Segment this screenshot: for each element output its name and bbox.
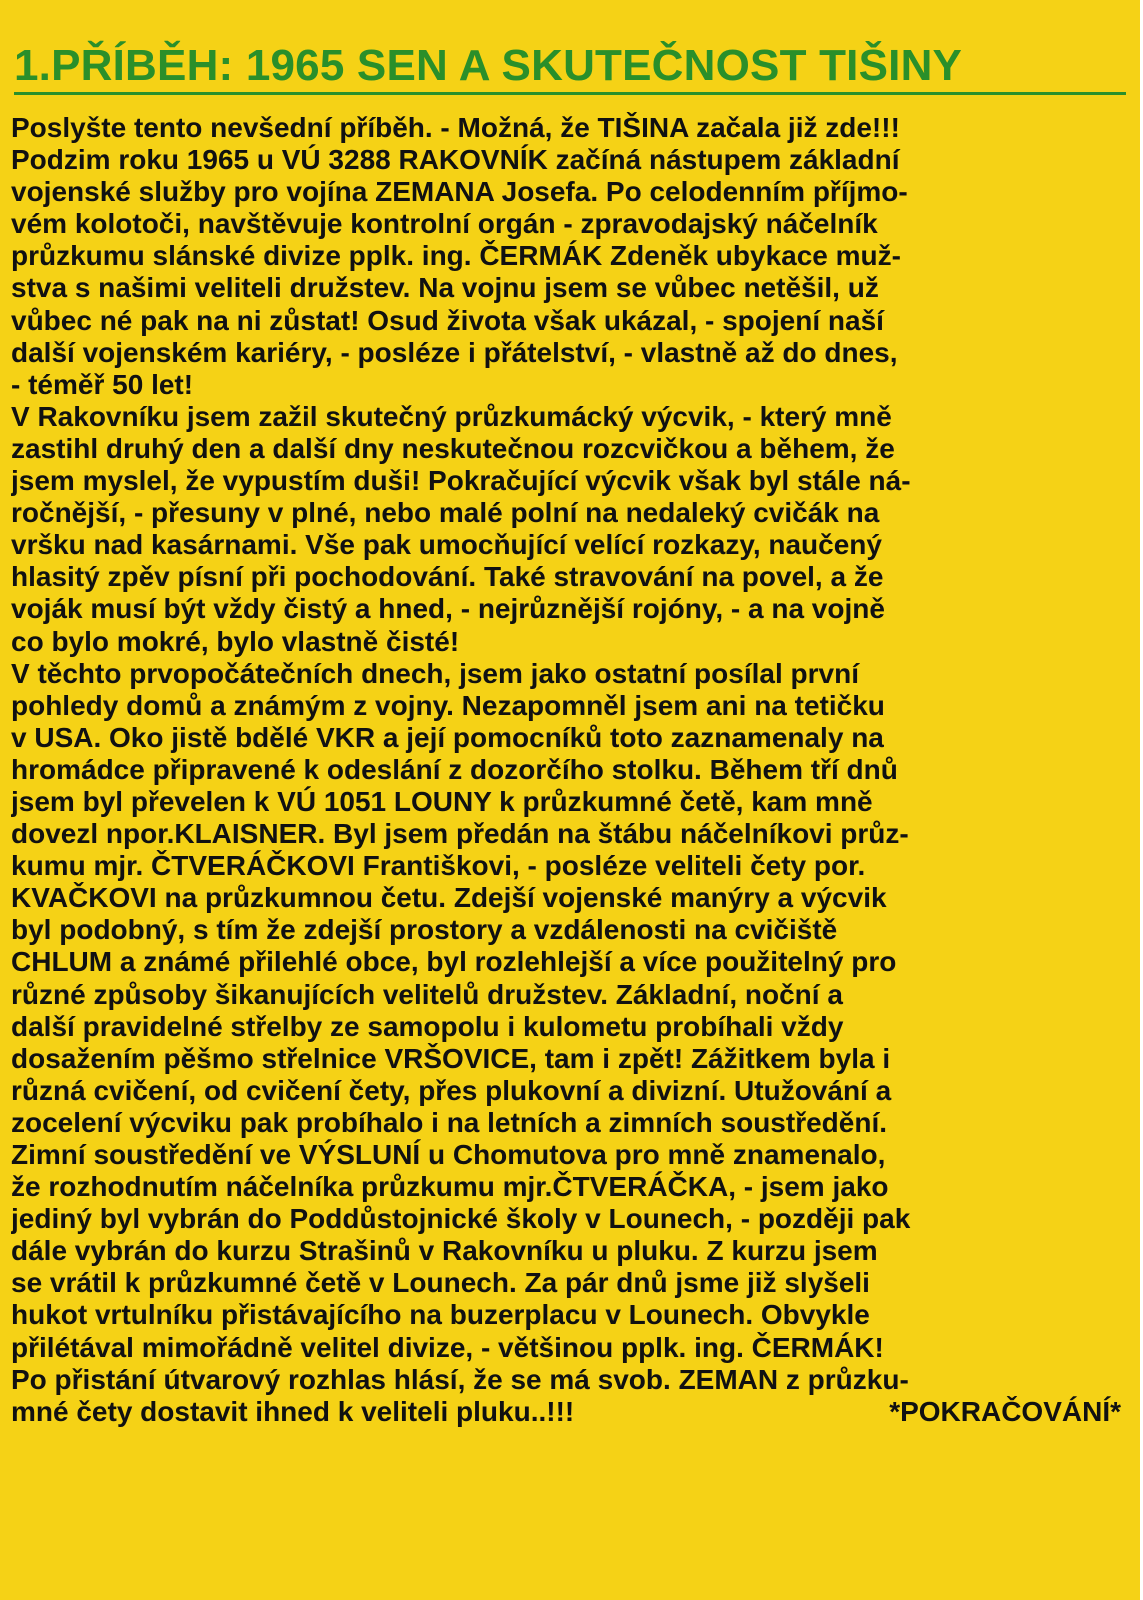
- text-line: hromádce připravené k odeslání z dozorčího stolku. Během tří dnů: [11, 753, 898, 785]
- text-line: hukot vrtulníku přistávajícího na buzerplacu v Lounech. Obvykle: [11, 1299, 870, 1331]
- text-line: dále vybrán do kurzu Strašinů v Rakovníku u pluku. Z kurzu jsem: [11, 1235, 878, 1267]
- text-line: průzkumu slánské divize pplk. ing. ČERMÁK Zdeněk ubykace muž-: [11, 240, 901, 272]
- text-line: dosažením pěšmo střelnice VRŠOVICE, tam i zpět! Zážitkem byla i: [11, 1042, 891, 1074]
- text-line: - téměř 50 let!: [11, 368, 194, 400]
- text-line: různé způsoby šikanujících velitelů družstev. Základní, noční a: [11, 978, 843, 1010]
- text-line: další pravidelné střelby ze samopolu i kulometu probíhali vždy: [11, 1010, 844, 1042]
- story-text: [11, 112, 1136, 1428]
- continuation-marker: *POKRAČOVÁNÍ*: [889, 1395, 1121, 1427]
- text-line: voják musí být vždy čistý a hned, - nejrůznější rojóny, - a na vojně: [11, 593, 885, 625]
- text-line: se vrátil k průzkumné četě v Lounech. Za pár dnů jsme již slyšeli: [11, 1267, 870, 1299]
- text-line: zocelení výcviku pak probíhalo i na letních a zimních soustředění.: [11, 1106, 888, 1138]
- text-line: Po přistání útvarový rozhlas hlásí, že se má svob. ZEMAN z průzku-: [11, 1363, 909, 1395]
- title-underline: [14, 92, 1126, 95]
- text-line: V Rakovníku jsem zažil skutečný průzkumácký výcvik, - který mně: [11, 400, 892, 432]
- text-line: Podzim roku 1965 u VÚ 3288 RAKOVNÍK začíná nástupem základní: [11, 144, 900, 176]
- text-line: jsem byl převelen k VÚ 1051 LOUNY k průzkumné četě, kam mně: [11, 785, 873, 817]
- text-line: Poslyšte tento nevšední příběh. - Možná, že TIŠINA začala již zde!!!: [11, 112, 900, 143]
- text-line: KVAČKOVI na průzkumnou četu. Zdejší vojenské manýry a výcvik: [11, 882, 887, 914]
- text-line: zastihl druhý den a další dny neskutečnou rozcvičkou a během, že: [11, 432, 895, 464]
- text-line: dovezl npor.KLAISNER. Byl jsem předán na štábu náčelníkovi průz-: [11, 818, 909, 850]
- text-line: jsem myslel, že vypustím duši! Pokračující výcvik však byl stále ná-: [11, 465, 911, 497]
- text-line: CHLUM a známé přilehlé obce, byl rozlehlejší a více použitelný pro: [11, 946, 897, 978]
- text-line: hlasitý zpěv písní při pochodování. Také stravování na povel, a že: [11, 561, 884, 593]
- text-line: v USA. Oko jistě bdělé VKR a její pomocníků toto zaznamenaly na: [11, 721, 884, 753]
- text-line: přilétával mimořádně velitel divize, - většinou pplk. ing. ČERMÁK!: [11, 1331, 884, 1363]
- text-line: pohledy domů a známým z vojny. Nezapomněl jsem ani na tetičku: [11, 689, 885, 721]
- text-line: vém kolotoči, navštěvuje kontrolní orgán - zpravodajský náčelník: [11, 208, 878, 240]
- text-line: vojenské služby pro vojína ZEMANA Josefa. Po celodenním příjmo-: [11, 176, 908, 208]
- text-line: byl podobný, s tím že zdejší prostory a vzdálenosti na cvičiště: [11, 914, 838, 946]
- text-line: vršku nad kasárnami. Vše pak umocňující velící rozkazy, naučený: [11, 529, 882, 561]
- text-line: V těchto prvopočátečních dnech, jsem jako ostatní posílal první: [11, 657, 859, 689]
- text-line: stva s našimi veliteli družstev. Na vojnu jsem se vůbec netěšil, už: [11, 272, 879, 304]
- text-line: že rozhodnutím náčelníka průzkumu mjr.ČTVERÁČKA, - jsem jako: [11, 1171, 889, 1203]
- text-line-last: [11, 1396, 1121, 1428]
- text-line: další vojenském kariéry, - posléze i přátelství, - vlastně až do dnes,: [11, 336, 898, 368]
- closing-sentence: mné čety dostavit ihned k veliteli pluku..!!!: [11, 1395, 575, 1427]
- text-line: jediný byl vybrán do Poddůstojnické školy v Lounech, - později pak: [11, 1203, 911, 1235]
- text-line: ročnější, - přesuny v plné, nebo malé polní na nedaleký cvičák na: [11, 497, 880, 529]
- text-line: co bylo mokré, bylo vlastně čisté!: [11, 625, 460, 657]
- text-line: kumu mjr. ČTVERÁČKOVI Františkovi, - posléze veliteli čety por.: [11, 850, 866, 882]
- page-title: 1.PŘÍBĚH: 1965 SEN A SKUTEČNOST TIŠINY: [14, 41, 963, 90]
- text-line: Zimní soustředění ve VÝSLUNÍ u Chomutova pro mně znamenalo,: [11, 1139, 886, 1170]
- text-line: vůbec né pak na ni zůstat! Osud života však ukázal, - spojení naší: [11, 304, 884, 336]
- text-line: různá cvičení, od cvičení čety, přes plukovní a divizní. Utužování a: [11, 1074, 892, 1106]
